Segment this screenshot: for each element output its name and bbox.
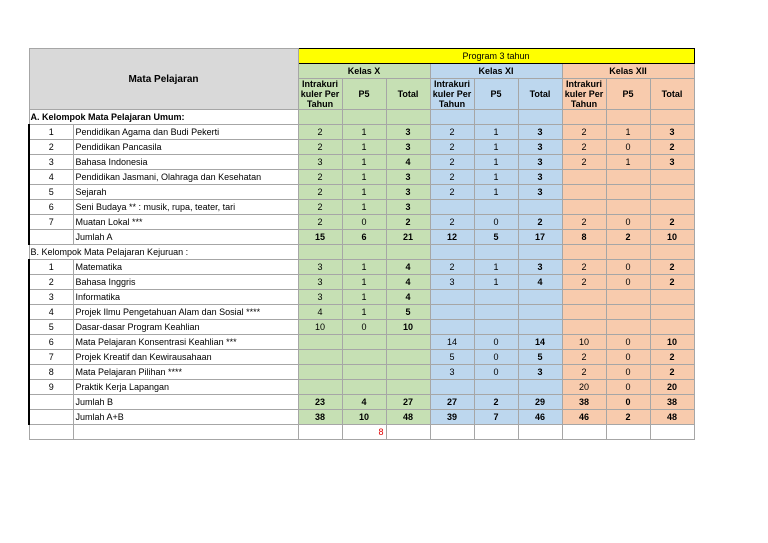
kelas-xi-cell[interactable]: 3: [518, 170, 562, 185]
kelas-xii-cell[interactable]: 10: [650, 230, 694, 245]
kelas-xi-cell[interactable]: 5: [474, 230, 518, 245]
kelas-xii-cell[interactable]: [606, 305, 650, 320]
kelas-x-cell[interactable]: 1: [342, 170, 386, 185]
kelas-xi-cell[interactable]: 2: [430, 140, 474, 155]
kelas-xi-header[interactable]: Kelas XI: [430, 64, 562, 79]
kelas-xii-cell[interactable]: [650, 320, 694, 335]
kelas-xi-cell[interactable]: 1: [474, 140, 518, 155]
kelas-xi-cell[interactable]: [474, 320, 518, 335]
kelas-xi-cell[interactable]: [518, 290, 562, 305]
row-number[interactable]: 6: [29, 335, 73, 350]
kelas-xii-cell[interactable]: 38: [562, 395, 606, 410]
kelas-xi-cell[interactable]: 3: [518, 185, 562, 200]
kelas-xi-cell[interactable]: 0: [474, 365, 518, 380]
table-row: [29, 260, 694, 275]
kelas-xii-p5-header[interactable]: P5: [606, 79, 650, 110]
subject-name[interactable]: Bahasa Indonesia: [73, 155, 298, 170]
kelas-xii-cell[interactable]: 48: [650, 410, 694, 425]
table-row: [29, 125, 694, 140]
kelas-xii-cell[interactable]: 0: [606, 365, 650, 380]
row-number[interactable]: 8: [29, 365, 73, 380]
row-number[interactable]: 7: [29, 215, 73, 230]
kelas-xi-cell[interactable]: 5: [430, 350, 474, 365]
kelas-x-cell[interactable]: 5: [386, 305, 430, 320]
subject-name[interactable]: Pendidikan Agama dan Budi Pekerti: [73, 125, 298, 140]
kelas-xii-cell[interactable]: [650, 185, 694, 200]
kelas-x-cell[interactable]: 2: [298, 125, 342, 140]
table-row: [29, 185, 694, 200]
kelas-xii-cell[interactable]: 0: [606, 260, 650, 275]
empty-cell[interactable]: [386, 245, 430, 260]
table-row: [29, 290, 694, 305]
kelas-xi-cell[interactable]: 2: [430, 155, 474, 170]
kelas-xi-cell[interactable]: 3: [430, 365, 474, 380]
kelas-x-cell[interactable]: [386, 365, 430, 380]
kelas-xii-cell[interactable]: [650, 290, 694, 305]
kelas-x-cell[interactable]: 1: [342, 305, 386, 320]
empty-cell[interactable]: [29, 425, 73, 440]
kelas-xi-cell[interactable]: 29: [518, 395, 562, 410]
kelas-x-cell[interactable]: 1: [342, 260, 386, 275]
kelas-xii-cell[interactable]: 8: [562, 230, 606, 245]
section-row: [29, 110, 694, 125]
kelas-x-cell[interactable]: 3: [386, 140, 430, 155]
kelas-xii-cell[interactable]: 0: [606, 350, 650, 365]
curriculum-table: [28, 48, 695, 440]
kelas-xi-cell[interactable]: 5: [518, 350, 562, 365]
kelas-xi-cell[interactable]: [518, 320, 562, 335]
subject-name[interactable]: Pendidikan Pancasila: [73, 140, 298, 155]
kelas-xi-cell[interactable]: 2: [430, 125, 474, 140]
kelas-xii-cell[interactable]: [606, 185, 650, 200]
kelas-xii-total-header[interactable]: Total: [650, 79, 694, 110]
kelas-xii-cell[interactable]: 0: [606, 380, 650, 395]
kelas-xi-cell[interactable]: [518, 305, 562, 320]
kelas-xii-cell[interactable]: 0: [606, 395, 650, 410]
kelas-xii-cell[interactable]: 0: [606, 275, 650, 290]
table-row: [29, 350, 694, 365]
program-header[interactable]: Program 3 tahun: [298, 49, 694, 64]
kelas-xii-cell[interactable]: 3: [650, 155, 694, 170]
kelas-xii-cell[interactable]: 2: [606, 230, 650, 245]
kelas-xii-cell[interactable]: 2: [562, 365, 606, 380]
kelas-xii-cell[interactable]: [606, 170, 650, 185]
kelas-xi-cell[interactable]: [430, 305, 474, 320]
subject-name[interactable]: Bahasa Inggris: [73, 275, 298, 290]
kelas-xi-cell[interactable]: 46: [518, 410, 562, 425]
kelas-xi-p5-header[interactable]: P5: [474, 79, 518, 110]
kelas-xi-cell[interactable]: 1: [474, 260, 518, 275]
kelas-x-cell[interactable]: [342, 380, 386, 395]
kelas-xi-cell[interactable]: 1: [474, 170, 518, 185]
empty-cell[interactable]: [298, 245, 342, 260]
row-number[interactable]: [29, 230, 73, 245]
kelas-xii-cell[interactable]: 38: [650, 395, 694, 410]
kelas-xii-cell[interactable]: [562, 200, 606, 215]
kelas-xii-cell[interactable]: 2: [562, 155, 606, 170]
kelas-xi-cell[interactable]: 3: [518, 365, 562, 380]
kelas-x-cell[interactable]: 2: [298, 140, 342, 155]
kelas-xi-cell[interactable]: [430, 290, 474, 305]
empty-cell[interactable]: [430, 425, 474, 440]
kelas-x-cell[interactable]: 1: [342, 290, 386, 305]
kelas-x-cell[interactable]: [386, 350, 430, 365]
kelas-xii-cell[interactable]: [606, 290, 650, 305]
kelas-xii-intra-header[interactable]: Intrakuri kuler Per Tahun: [562, 79, 606, 110]
total-label[interactable]: Jumlah A+B: [73, 410, 298, 425]
row-number[interactable]: 9: [29, 380, 73, 395]
empty-cell[interactable]: [518, 245, 562, 260]
empty-cell[interactable]: [474, 110, 518, 125]
kelas-xi-cell[interactable]: 1: [474, 185, 518, 200]
kelas-xi-cell[interactable]: 0: [474, 350, 518, 365]
empty-cell[interactable]: [650, 425, 694, 440]
table-row: [29, 320, 694, 335]
kelas-x-cell[interactable]: 23: [298, 395, 342, 410]
table-row: [29, 380, 694, 395]
kelas-x-cell[interactable]: 3: [386, 170, 430, 185]
subject-name[interactable]: Projek Ilmu Pengetahuan Alam dan Sosial ****: [73, 305, 298, 320]
kelas-xi-cell[interactable]: 4: [518, 275, 562, 290]
kelas-x-cell[interactable]: 10: [342, 410, 386, 425]
empty-cell[interactable]: [386, 110, 430, 125]
kelas-xi-cell[interactable]: 0: [474, 335, 518, 350]
kelas-xi-cell[interactable]: [474, 380, 518, 395]
kelas-x-cell[interactable]: 1: [342, 125, 386, 140]
kelas-x-cell[interactable]: [298, 335, 342, 350]
section-row: [29, 245, 694, 260]
kelas-xii-cell[interactable]: 10: [562, 335, 606, 350]
kelas-xii-cell[interactable]: [562, 185, 606, 200]
empty-cell[interactable]: [562, 425, 606, 440]
table-row: [29, 140, 694, 155]
kelas-x-cell[interactable]: 3: [386, 200, 430, 215]
empty-cell[interactable]: [650, 110, 694, 125]
kelas-xii-cell[interactable]: 2: [650, 140, 694, 155]
kelas-x-cell[interactable]: 2: [298, 200, 342, 215]
subject-name[interactable]: Mata Pelajaran Konsentrasi Keahlian ***: [73, 335, 298, 350]
subject-name[interactable]: Dasar-dasar Program Keahlian: [73, 320, 298, 335]
kelas-x-cell[interactable]: 4: [386, 260, 430, 275]
kelas-xi-cell[interactable]: 2: [474, 395, 518, 410]
subject-name[interactable]: Matematika: [73, 260, 298, 275]
kelas-xii-cell[interactable]: 2: [650, 215, 694, 230]
empty-cell[interactable]: [562, 245, 606, 260]
kelas-xii-cell[interactable]: 20: [650, 380, 694, 395]
kelas-xi-cell[interactable]: [474, 290, 518, 305]
kelas-x-cell[interactable]: 4: [342, 395, 386, 410]
kelas-xi-cell[interactable]: 2: [430, 260, 474, 275]
subject-name[interactable]: Praktik Kerja Lapangan: [73, 380, 298, 395]
kelas-x-cell[interactable]: [342, 365, 386, 380]
kelas-xi-cell[interactable]: 17: [518, 230, 562, 245]
kelas-xii-cell[interactable]: 2: [562, 125, 606, 140]
empty-cell[interactable]: [518, 425, 562, 440]
empty-cell[interactable]: [474, 245, 518, 260]
subject-column-header[interactable]: Mata Pelajaran: [29, 49, 298, 110]
empty-cell[interactable]: [73, 425, 298, 440]
kelas-xii-cell[interactable]: 20: [562, 380, 606, 395]
table-row: [29, 215, 694, 230]
kelas-xii-cell[interactable]: [650, 305, 694, 320]
kelas-xii-cell[interactable]: [650, 170, 694, 185]
row-number[interactable]: 4: [29, 305, 73, 320]
kelas-x-cell[interactable]: 48: [386, 410, 430, 425]
total-label[interactable]: Jumlah A: [73, 230, 298, 245]
kelas-x-cell[interactable]: [342, 335, 386, 350]
kelas-xi-cell[interactable]: 1: [474, 125, 518, 140]
kelas-xi-cell[interactable]: [518, 200, 562, 215]
kelas-xii-cell[interactable]: 2: [606, 410, 650, 425]
kelas-x-cell[interactable]: 1: [342, 140, 386, 155]
kelas-x-cell[interactable]: 0: [342, 215, 386, 230]
kelas-xi-cell[interactable]: 14: [430, 335, 474, 350]
kelas-x-cell[interactable]: 3: [298, 275, 342, 290]
kelas-xii-cell[interactable]: [606, 320, 650, 335]
table-row: [29, 365, 694, 380]
kelas-xi-cell[interactable]: 14: [518, 335, 562, 350]
subject-name[interactable]: Sejarah: [73, 185, 298, 200]
subject-name[interactable]: Informatika: [73, 290, 298, 305]
kelas-xii-cell[interactable]: [606, 200, 650, 215]
kelas-xi-cell[interactable]: 3: [518, 125, 562, 140]
kelas-x-cell[interactable]: 3: [298, 260, 342, 275]
kelas-xii-cell[interactable]: 1: [606, 155, 650, 170]
row-number[interactable]: 5: [29, 320, 73, 335]
kelas-xii-cell[interactable]: 2: [562, 350, 606, 365]
kelas-x-cell[interactable]: 6: [342, 230, 386, 245]
row-number[interactable]: 7: [29, 350, 73, 365]
kelas-x-cell[interactable]: 4: [386, 290, 430, 305]
kelas-x-cell[interactable]: 4: [298, 305, 342, 320]
kelas-xii-cell[interactable]: [562, 320, 606, 335]
kelas-xi-cell[interactable]: 3: [518, 260, 562, 275]
subject-name[interactable]: Mata Pelajaran Pilihan ****: [73, 365, 298, 380]
kelas-xii-cell[interactable]: 2: [562, 215, 606, 230]
table-row: [29, 275, 694, 290]
kelas-x-cell[interactable]: 10: [386, 320, 430, 335]
kelas-x-cell[interactable]: 2: [298, 170, 342, 185]
kelas-xii-cell[interactable]: 46: [562, 410, 606, 425]
empty-cell[interactable]: [650, 245, 694, 260]
kelas-x-cell[interactable]: 10: [298, 320, 342, 335]
subject-name[interactable]: Muatan Lokal ***: [73, 215, 298, 230]
kelas-x-cell[interactable]: [386, 380, 430, 395]
kelas-x-cell[interactable]: [298, 365, 342, 380]
kelas-xii-cell[interactable]: 2: [562, 275, 606, 290]
empty-cell[interactable]: [298, 110, 342, 125]
kelas-x-header[interactable]: Kelas X: [298, 64, 430, 79]
kelas-x-cell[interactable]: [386, 335, 430, 350]
kelas-xii-header[interactable]: Kelas XII: [562, 64, 694, 79]
kelas-xi-cell[interactable]: 2: [430, 170, 474, 185]
kelas-x-cell[interactable]: 1: [342, 155, 386, 170]
kelas-x-cell[interactable]: 4: [386, 155, 430, 170]
empty-cell[interactable]: [386, 425, 430, 440]
table-row: [29, 170, 694, 185]
kelas-x-cell[interactable]: [298, 380, 342, 395]
kelas-xi-intra-header[interactable]: Intrakuri kuler Per Tahun: [430, 79, 474, 110]
kelas-xii-cell[interactable]: 0: [606, 335, 650, 350]
kelas-x-cell[interactable]: 3: [298, 290, 342, 305]
kelas-xi-cell[interactable]: [430, 380, 474, 395]
row-number[interactable]: 3: [29, 290, 73, 305]
total-label[interactable]: Jumlah B: [73, 395, 298, 410]
total-row: [29, 395, 694, 410]
kelas-xii-cell[interactable]: [562, 290, 606, 305]
kelas-x-cell[interactable]: 2: [298, 185, 342, 200]
total-row: [29, 410, 694, 425]
kelas-x-p5-header[interactable]: P5: [342, 79, 386, 110]
subject-name[interactable]: Seni Budaya ** : musik, rupa, teater, tari: [73, 200, 298, 215]
kelas-xi-cell[interactable]: 12: [430, 230, 474, 245]
kelas-xi-cell[interactable]: 1: [474, 155, 518, 170]
kelas-x-cell[interactable]: 0: [342, 320, 386, 335]
kelas-x-cell[interactable]: 3: [386, 125, 430, 140]
empty-cell[interactable]: [342, 245, 386, 260]
table-body: [29, 49, 694, 440]
kelas-xii-cell[interactable]: 10: [650, 335, 694, 350]
empty-cell[interactable]: [342, 110, 386, 125]
section-title[interactable]: A. Kelompok Mata Pelajaran Umum:: [29, 110, 298, 125]
kelas-xi-cell[interactable]: 1: [474, 275, 518, 290]
kelas-x-intra-header[interactable]: Intrakuri kuler Per Tahun: [298, 79, 342, 110]
kelas-xi-cell[interactable]: 27: [430, 395, 474, 410]
kelas-xii-cell[interactable]: 2: [650, 350, 694, 365]
kelas-x-cell[interactable]: 21: [386, 230, 430, 245]
kelas-xi-cell[interactable]: [430, 200, 474, 215]
kelas-xii-cell[interactable]: 3: [650, 125, 694, 140]
kelas-x-cell[interactable]: 1: [342, 185, 386, 200]
kelas-xii-cell[interactable]: 2: [650, 365, 694, 380]
footer-row: [29, 425, 694, 440]
kelas-xii-cell[interactable]: [650, 200, 694, 215]
empty-cell[interactable]: [430, 245, 474, 260]
row-number[interactable]: 3: [29, 155, 73, 170]
kelas-xii-cell[interactable]: 0: [606, 215, 650, 230]
kelas-x-cell[interactable]: 3: [386, 185, 430, 200]
row-number[interactable]: [29, 410, 73, 425]
kelas-x-cell[interactable]: 1: [342, 200, 386, 215]
kelas-xi-cell[interactable]: 2: [430, 215, 474, 230]
kelas-x-cell[interactable]: 3: [298, 155, 342, 170]
empty-cell[interactable]: [606, 245, 650, 260]
row-number[interactable]: [29, 395, 73, 410]
row-number[interactable]: 5: [29, 185, 73, 200]
empty-cell[interactable]: [606, 110, 650, 125]
kelas-x-cell[interactable]: [298, 350, 342, 365]
table-row: [29, 155, 694, 170]
footer-marker[interactable]: 8: [342, 425, 386, 440]
kelas-x-cell[interactable]: 15: [298, 230, 342, 245]
section-title[interactable]: B. Kelompok Mata Pelajaran Kejuruan :: [29, 245, 298, 260]
kelas-x-total-header[interactable]: Total: [386, 79, 430, 110]
row-number[interactable]: 6: [29, 200, 73, 215]
table-row: [29, 335, 694, 350]
kelas-xii-cell[interactable]: 2: [562, 140, 606, 155]
row-number[interactable]: 2: [29, 275, 73, 290]
row-number[interactable]: 4: [29, 170, 73, 185]
kelas-xii-cell[interactable]: 2: [650, 260, 694, 275]
kelas-xi-cell[interactable]: 2: [518, 215, 562, 230]
table-row: [29, 305, 694, 320]
kelas-xii-cell[interactable]: 2: [562, 260, 606, 275]
kelas-xii-cell[interactable]: 2: [650, 275, 694, 290]
subject-name[interactable]: Projek Kreatif dan Kewirausahaan: [73, 350, 298, 365]
kelas-xi-cell[interactable]: [518, 380, 562, 395]
row-number[interactable]: 2: [29, 140, 73, 155]
kelas-xi-cell[interactable]: 2: [430, 185, 474, 200]
kelas-xi-cell[interactable]: [474, 200, 518, 215]
empty-cell[interactable]: [518, 110, 562, 125]
kelas-xi-cell[interactable]: 39: [430, 410, 474, 425]
kelas-x-cell[interactable]: 1: [342, 275, 386, 290]
kelas-xi-cell[interactable]: 0: [474, 215, 518, 230]
kelas-xi-cell[interactable]: 3: [430, 275, 474, 290]
kelas-x-cell[interactable]: 2: [386, 215, 430, 230]
row-number[interactable]: 1: [29, 125, 73, 140]
kelas-x-cell[interactable]: 2: [298, 215, 342, 230]
subject-name[interactable]: Pendidikan Jasmani, Olahraga dan Kesehatan: [73, 170, 298, 185]
kelas-x-cell[interactable]: 4: [386, 275, 430, 290]
kelas-x-cell[interactable]: 27: [386, 395, 430, 410]
total-row: [29, 230, 694, 245]
empty-cell[interactable]: [606, 425, 650, 440]
row-number[interactable]: 1: [29, 260, 73, 275]
kelas-xi-cell[interactable]: 3: [518, 155, 562, 170]
kelas-xi-cell[interactable]: [430, 320, 474, 335]
kelas-xi-cell[interactable]: 7: [474, 410, 518, 425]
kelas-xii-cell[interactable]: [562, 170, 606, 185]
kelas-xi-cell[interactable]: 3: [518, 140, 562, 155]
kelas-xi-total-header[interactable]: Total: [518, 79, 562, 110]
empty-cell[interactable]: [562, 110, 606, 125]
empty-cell[interactable]: [474, 425, 518, 440]
kelas-xii-cell[interactable]: [562, 305, 606, 320]
kelas-xii-cell[interactable]: 1: [606, 125, 650, 140]
table-row: [29, 200, 694, 215]
empty-cell[interactable]: [298, 425, 342, 440]
empty-cell[interactable]: [430, 110, 474, 125]
kelas-x-cell[interactable]: [342, 350, 386, 365]
kelas-x-cell[interactable]: 38: [298, 410, 342, 425]
kelas-xi-cell[interactable]: [474, 305, 518, 320]
kelas-xii-cell[interactable]: 0: [606, 140, 650, 155]
